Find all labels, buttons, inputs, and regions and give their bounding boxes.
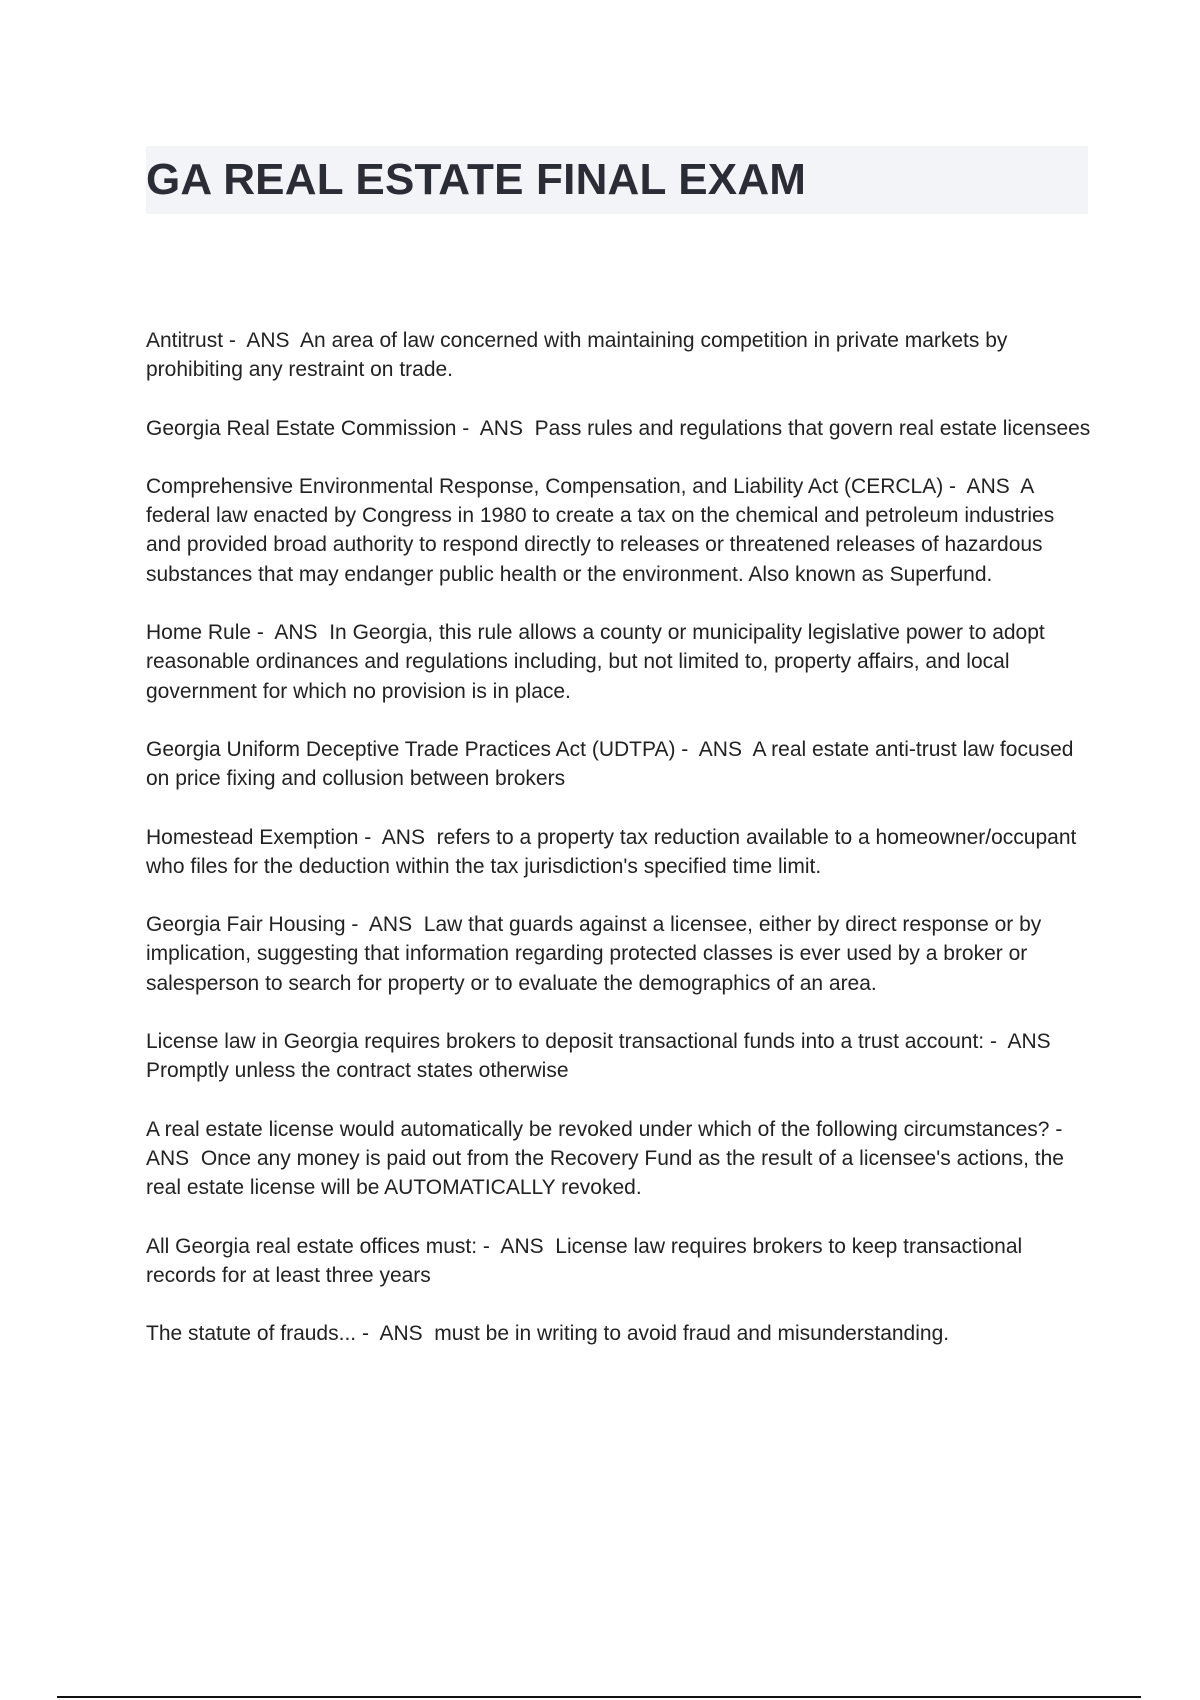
entry-udtpa: Georgia Uniform Deceptive Trade Practices Act (UDTPA) - ANS A real estate anti-trust law focused on price fixing and collusion between brokers [146, 737, 1080, 791]
entry-license-revocation: A real estate license would automatically be revoked under which of the following circumstances? - ANS Once any money is paid out from the Recovery Fund as the result of a licensee's actions, the real estate license will be AUTOMATICALLY revoked. [146, 1117, 1073, 1200]
entry-statute-of-frauds: The statute of frauds... - ANS must be in writing to avoid fraud and misunderstanding. [146, 1322, 950, 1346]
footer-rule [57, 1696, 1141, 1698]
entry-georgia-real-estate-commission: Georgia Real Estate Commission - ANS Pass rules and regulations that govern real estate licensees [146, 416, 1091, 440]
entry-office-records: All Georgia real estate offices must: - ANS License law requires brokers to keep transactional records for at least three years [146, 1234, 1029, 1287]
entry-trust-account: License law in Georgia requires brokers to deposit transactional funds into a trust account: - ANS Promptly unless the contract states otherwise [146, 1030, 1063, 1083]
entry-list [146, 326, 1092, 1377]
entry-cercla: Comprehensive Environmental Response, Compensation, and Liability Act (CERCLA) - ANS A federal law enacted by Congress in 1980 to create a tax on the chemical and petroleum industries and provided broad authority to respond directly to releases or threatened releases of hazardous substances that may endanger public health or the environment. Also known as Superfund. [146, 474, 1061, 586]
entry-home-rule: Home Rule - ANS In Georgia, this rule allows a county or municipality legislative power to adopt reasonable ordinances and regulations including, but not limited to, property affairs, and local government for which no provision is in place. [146, 621, 1051, 703]
entry-homestead-exemption: Homestead Exemption - ANS refers to a property tax reduction available to a homeowner/occupant who files for the deduction within the tax jurisdiction's specified time limit. [146, 825, 1083, 878]
entry-georgia-fair-housing: Georgia Fair Housing - ANS Law that guards against a licensee, either by direct response or by implication, suggesting that information regarding protected classes is ever used by a broker or salesperson to search for property or to evaluate the demographics of an area. [146, 913, 1048, 995]
entry-antitrust: Antitrust - ANS An area of law concerned with maintaining competition in private markets by prohibiting any restraint on trade. [146, 329, 1014, 382]
document-title: GA REAL ESTATE FINAL EXAM [146, 155, 807, 204]
title-band [146, 146, 1088, 214]
